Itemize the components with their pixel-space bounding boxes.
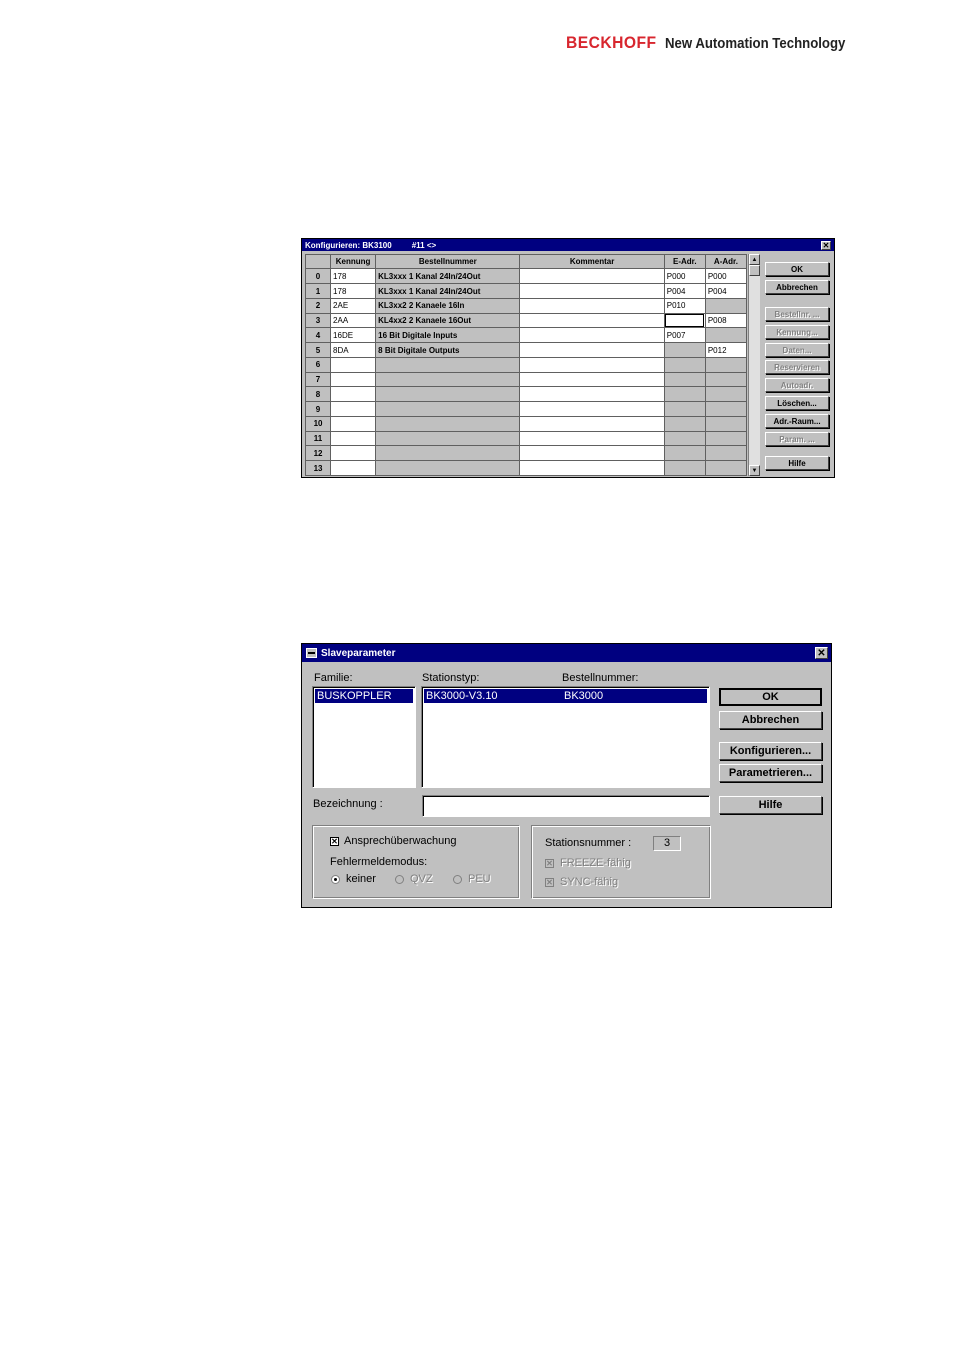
table-row[interactable] — [306, 284, 747, 299]
kommentar-cell[interactable] — [520, 402, 664, 417]
logo-brand: BECKHOFF — [566, 33, 657, 52]
kennung-cell[interactable] — [331, 446, 376, 461]
col-header-kommentar[interactable]: Kommentar — [520, 255, 664, 269]
config-window — [301, 238, 835, 478]
slave-titlebar — [302, 644, 831, 662]
config-grid — [305, 254, 747, 476]
kennung-cell[interactable]: 2AE — [331, 298, 376, 313]
table-row[interactable] — [306, 431, 747, 446]
stationstyp-item-selected[interactable] — [424, 689, 707, 703]
radio-keiner-label: keiner — [346, 873, 376, 885]
bestellnummer-cell[interactable]: KL3xxx 1 Kanal 24In/24Out — [376, 284, 520, 299]
loeschen-button[interactable]: Löschen... — [765, 396, 829, 410]
scroll-up-icon[interactable]: ▲ — [749, 254, 760, 265]
daten-button[interactable]: Daten... — [765, 343, 829, 357]
system-menu-icon[interactable] — [306, 648, 317, 658]
e-adr-cell[interactable] — [664, 343, 705, 358]
table-row[interactable] — [306, 298, 747, 313]
row-number-cell: 6 — [306, 357, 331, 372]
bestellnummer-cell[interactable]: KL4xx2 2 Kanaele 16Out — [376, 313, 520, 328]
kennung-cell[interactable] — [331, 402, 376, 417]
a-adr-cell[interactable] — [705, 387, 746, 402]
e-adr-cell[interactable] — [664, 357, 705, 372]
e-adr-cell[interactable]: P004 — [664, 284, 705, 299]
table-row[interactable] — [306, 461, 747, 476]
row-number-cell: 11 — [306, 431, 331, 446]
col-header-bestellnummer[interactable]: Bestellnummer — [376, 255, 520, 269]
bestellnummer-cell[interactable] — [376, 387, 520, 402]
bestellnummer-label: Bestellnummer: — [562, 672, 639, 684]
e-adr-cell[interactable] — [664, 387, 705, 402]
bestellnummer-cell[interactable] — [376, 461, 520, 476]
slave-title: Slaveparameter — [321, 647, 396, 659]
table-row[interactable] — [306, 328, 747, 343]
kennung-cell[interactable] — [331, 416, 376, 431]
row-number-cell: 8 — [306, 387, 331, 402]
table-row[interactable] — [306, 313, 747, 328]
beckhoff-logo — [566, 33, 870, 53]
stationsnummer-field[interactable]: 3 — [653, 836, 681, 851]
config-title: Konfigurieren: BK3100 — [305, 240, 392, 250]
table-row[interactable] — [306, 402, 747, 417]
ansprech-label: Ansprechüberwachung — [344, 835, 457, 847]
e-adr-cell[interactable] — [664, 416, 705, 431]
bezeichnung-input[interactable] — [422, 795, 710, 817]
scroll-thumb[interactable] — [749, 265, 760, 276]
parametrieren-button[interactable]: Parametrieren... — [719, 764, 822, 782]
bestellnummer-cell[interactable]: KL3xxx 1 Kanal 24In/24Out — [376, 269, 520, 284]
a-adr-cell[interactable]: P000 — [705, 269, 746, 284]
kommentar-cell[interactable] — [520, 387, 664, 402]
stationstyp-list[interactable] — [421, 686, 710, 788]
kennung-cell[interactable] — [331, 387, 376, 402]
a-adr-cell[interactable] — [705, 461, 746, 476]
e-adr-cell[interactable]: P000 — [664, 269, 705, 284]
col-header-a-adr[interactable]: A-Adr. — [705, 255, 746, 269]
kennung-cell[interactable]: 178 — [331, 269, 376, 284]
a-adr-cell[interactable] — [705, 416, 746, 431]
kommentar-cell[interactable] — [520, 328, 664, 343]
freeze-checkbox[interactable]: ✕ — [546, 859, 553, 868]
kommentar-cell[interactable] — [520, 298, 664, 313]
abbrechen-button[interactable]: Abbrechen — [719, 711, 822, 729]
bestellnummer-cell[interactable] — [376, 431, 520, 446]
row-number-cell: 7 — [306, 372, 331, 387]
kommentar-cell[interactable] — [520, 461, 664, 476]
row-number-cell: 5 — [306, 343, 331, 358]
a-adr-cell[interactable] — [705, 402, 746, 417]
freeze-label: FREEZE-fähig — [560, 857, 631, 869]
table-row[interactable] — [306, 343, 747, 358]
familie-item-selected[interactable]: BUSKOPPLER — [315, 689, 413, 703]
e-adr-cell[interactable] — [664, 372, 705, 387]
a-adr-cell[interactable] — [705, 372, 746, 387]
table-row[interactable] — [306, 372, 747, 387]
radio-peu[interactable] — [453, 875, 462, 884]
grid-corner — [306, 255, 331, 269]
stationsnummer-label: Stationsnummer : — [545, 837, 632, 849]
sync-label: SYNC-fähig — [560, 876, 619, 888]
kommentar-cell[interactable] — [520, 313, 664, 328]
row-number-cell: 0 — [306, 269, 331, 284]
kommentar-cell[interactable] — [520, 372, 664, 387]
radio-peu-label: PEU — [468, 873, 491, 885]
kennung-cell[interactable]: 178 — [331, 284, 376, 299]
kennung-cell[interactable] — [331, 372, 376, 387]
bestellnummer-cell[interactable] — [376, 416, 520, 431]
a-adr-cell[interactable] — [705, 431, 746, 446]
autoadr-button[interactable]: Autoadr. — [765, 378, 829, 392]
a-adr-cell[interactable] — [705, 298, 746, 313]
e-adr-cell[interactable] — [664, 446, 705, 461]
hilfe-button[interactable]: Hilfe — [765, 456, 829, 470]
table-row[interactable] — [306, 387, 747, 402]
ansprech-checkbox[interactable]: ✕ — [331, 837, 338, 846]
col-header-kennung[interactable]: Kennung — [331, 255, 376, 269]
bestellnummer-value: BK3000 — [564, 690, 604, 702]
table-row[interactable] — [306, 269, 747, 284]
a-adr-cell[interactable]: P008 — [705, 313, 746, 328]
bestellnummer-cell[interactable]: 8 Bit Digitale Outputs — [376, 343, 520, 358]
fehlermode-label: Fehlermeldemodus: — [330, 856, 428, 868]
familie-list[interactable] — [312, 686, 416, 788]
kommentar-cell[interactable] — [520, 416, 664, 431]
row-number-cell: 10 — [306, 416, 331, 431]
close-icon[interactable]: ✕ — [815, 647, 828, 659]
a-adr-cell[interactable] — [705, 328, 746, 343]
e-adr-cell[interactable]: P010 — [664, 298, 705, 313]
e-adr-cell[interactable] — [664, 313, 705, 328]
e-adr-cell[interactable] — [664, 402, 705, 417]
a-adr-cell[interactable] — [705, 446, 746, 461]
a-adr-cell[interactable]: P012 — [705, 343, 746, 358]
kennung-cell[interactable] — [331, 431, 376, 446]
table-row[interactable] — [306, 446, 747, 461]
grid-scrollbar[interactable] — [748, 254, 760, 476]
kommentar-cell[interactable] — [520, 284, 664, 299]
slave-window — [301, 643, 832, 908]
hilfe-button[interactable]: Hilfe — [719, 796, 822, 814]
kommentar-cell[interactable] — [520, 431, 664, 446]
a-adr-cell[interactable]: P004 — [705, 284, 746, 299]
row-number-cell: 9 — [306, 402, 331, 417]
a-adr-cell[interactable] — [705, 357, 746, 372]
row-number-cell: 12 — [306, 446, 331, 461]
row-number-cell: 13 — [306, 461, 331, 476]
radio-qvz[interactable] — [395, 875, 404, 884]
adr-raum-button[interactable]: Adr.-Raum... — [765, 414, 829, 428]
bestellnummer-cell[interactable]: 16 Bit Digitale Inputs — [376, 328, 520, 343]
e-adr-cell[interactable]: P007 — [664, 328, 705, 343]
kommentar-cell[interactable] — [520, 343, 664, 358]
row-number-cell: 4 — [306, 328, 331, 343]
row-number-cell: 1 — [306, 284, 331, 299]
table-row[interactable] — [306, 416, 747, 431]
param-button[interactable]: Param. ... — [765, 432, 829, 446]
familie-label: Familie: — [314, 672, 353, 684]
kennung-button[interactable]: Kennung... — [765, 325, 829, 339]
kommentar-cell[interactable] — [520, 446, 664, 461]
radio-qvz-label: QVZ — [410, 873, 433, 885]
grid-header-row — [306, 255, 747, 269]
row-number-cell: 3 — [306, 313, 331, 328]
ok-button[interactable]: OK — [719, 688, 822, 706]
close-icon[interactable]: ✕ — [822, 240, 830, 250]
kommentar-cell[interactable] — [520, 357, 664, 372]
bezeichnung-label: Bezeichnung : — [313, 798, 383, 810]
row-number-cell: 2 — [306, 298, 331, 313]
kennung-cell[interactable]: 8DA — [331, 343, 376, 358]
config-title-extra: #11 <> — [411, 240, 437, 250]
konfigurieren-button[interactable]: Konfigurieren... — [719, 742, 822, 760]
config-titlebar — [302, 239, 834, 251]
kennung-cell[interactable] — [331, 357, 376, 372]
col-header-e-adr[interactable]: E-Adr. — [664, 255, 705, 269]
ok-button[interactable]: OK — [765, 262, 829, 276]
e-adr-cell[interactable] — [664, 461, 705, 476]
kennung-cell[interactable] — [331, 461, 376, 476]
bestellnummer-cell[interactable] — [376, 402, 520, 417]
bestellnr-button[interactable]: Bestellnr. ... — [765, 307, 829, 321]
bestellnummer-cell[interactable]: KL3xx2 2 Kanaele 16In — [376, 298, 520, 313]
reservieren-button[interactable]: Reservieren — [765, 360, 829, 374]
bestellnummer-cell[interactable] — [376, 446, 520, 461]
bestellnummer-cell[interactable] — [376, 357, 520, 372]
scroll-down-icon[interactable]: ▼ — [749, 465, 760, 476]
stationstyp-value: BK3000-V3.10 — [426, 690, 498, 702]
kennung-cell[interactable]: 2AA — [331, 313, 376, 328]
radio-keiner[interactable] — [331, 875, 340, 884]
table-row[interactable] — [306, 357, 747, 372]
logo-tagline: New Automation Technology — [664, 35, 846, 52]
sync-checkbox[interactable]: ✕ — [546, 878, 553, 887]
kennung-cell[interactable]: 16DE — [331, 328, 376, 343]
stationstyp-label: Stationstyp: — [422, 672, 480, 684]
bestellnummer-cell[interactable] — [376, 372, 520, 387]
e-adr-cell[interactable] — [664, 431, 705, 446]
abbrechen-button[interactable]: Abbrechen — [765, 280, 829, 294]
kommentar-cell[interactable] — [520, 269, 664, 284]
